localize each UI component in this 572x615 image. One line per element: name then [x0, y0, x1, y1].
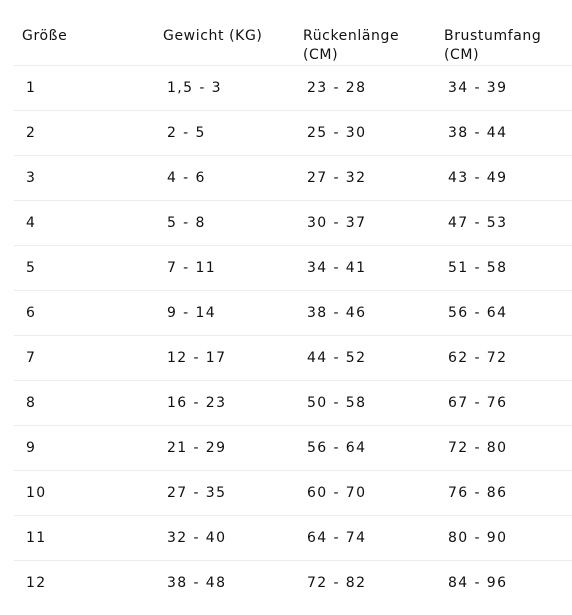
cell-weight: 21 - 29 [155, 426, 295, 471]
cell-weight: 1,5 - 3 [155, 66, 295, 111]
cell-back-length: 25 - 30 [295, 111, 436, 156]
cell-size: 12 [26, 575, 47, 592]
header-row [14, 0, 572, 66]
cell-back-length: 64 - 74 [295, 516, 436, 561]
cell-weight: 38 - 48 [167, 575, 227, 592]
cell-chest-circumference: 80 - 90 [436, 516, 572, 561]
cell-size: 3 [14, 156, 155, 201]
cell-size: 5 [14, 246, 155, 291]
table-row [14, 291, 572, 336]
cell-chest-circumference: 34 - 39 [436, 66, 572, 111]
cell-back-length: 72 - 82 [307, 575, 367, 592]
table-row [14, 201, 572, 246]
cell-weight: 5 - 8 [155, 201, 295, 246]
cell-weight: 9 - 14 [155, 291, 295, 336]
table-row [14, 156, 572, 201]
cell-back-length: 60 - 70 [295, 471, 436, 516]
cell-weight: 12 - 17 [155, 336, 295, 381]
cell-back-length: 38 - 46 [295, 291, 436, 336]
cell-back-length: 50 - 58 [295, 381, 436, 426]
table-row [14, 471, 572, 516]
table-row [14, 246, 572, 291]
cell-chest-circumference: 76 - 86 [436, 471, 572, 516]
cell-back-length: 27 - 32 [295, 156, 436, 201]
cell-chest-circumference: 67 - 76 [436, 381, 572, 426]
table-row [14, 516, 572, 561]
cell-chest-circumference: 38 - 44 [436, 111, 572, 156]
cell-back-length: 56 - 64 [295, 426, 436, 471]
cell-size: 11 [14, 516, 155, 561]
size-chart-table [14, 0, 572, 606]
cell-weight: 7 - 11 [155, 246, 295, 291]
cell-size: 1 [14, 66, 155, 111]
table-row [14, 336, 572, 381]
cell-weight: 16 - 23 [155, 381, 295, 426]
cell-size: 2 [14, 111, 155, 156]
cell-weight: 27 - 35 [155, 471, 295, 516]
header-chest-circumference: Brustumfang (CM) [436, 0, 572, 66]
cell-chest-circumference: 72 - 80 [436, 426, 572, 471]
cell-size: 8 [14, 381, 155, 426]
cell-chest-circumference: 43 - 49 [436, 156, 572, 201]
cell-size: 4 [14, 201, 155, 246]
header-weight: Gewicht (KG) [155, 0, 295, 66]
cell-back-length: 44 - 52 [295, 336, 436, 381]
table-row [14, 561, 572, 606]
cell-weight: 32 - 40 [155, 516, 295, 561]
cell-size: 7 [14, 336, 155, 381]
header-back-length: Rückenlänge (CM) [295, 0, 436, 66]
table-header [14, 0, 572, 66]
cell-back-length: 23 - 28 [295, 66, 436, 111]
cell-weight: 2 - 5 [155, 111, 295, 156]
cell-chest-circumference: 62 - 72 [436, 336, 572, 381]
table-row [14, 111, 572, 156]
header-size: Größe [14, 0, 155, 66]
cell-weight: 4 - 6 [155, 156, 295, 201]
table-row [14, 426, 572, 471]
table-row [14, 381, 572, 426]
cell-back-length: 30 - 37 [295, 201, 436, 246]
table-body [14, 66, 572, 606]
cell-chest-circumference: 56 - 64 [436, 291, 572, 336]
cell-chest-circumference: 51 - 58 [436, 246, 572, 291]
cell-back-length: 34 - 41 [295, 246, 436, 291]
table-row [14, 66, 572, 111]
cell-chest-circumference: 47 - 53 [436, 201, 572, 246]
cell-size: 9 [14, 426, 155, 471]
cell-chest-circumference: 84 - 96 [448, 575, 508, 592]
cell-size: 10 [14, 471, 155, 516]
cell-size: 6 [14, 291, 155, 336]
